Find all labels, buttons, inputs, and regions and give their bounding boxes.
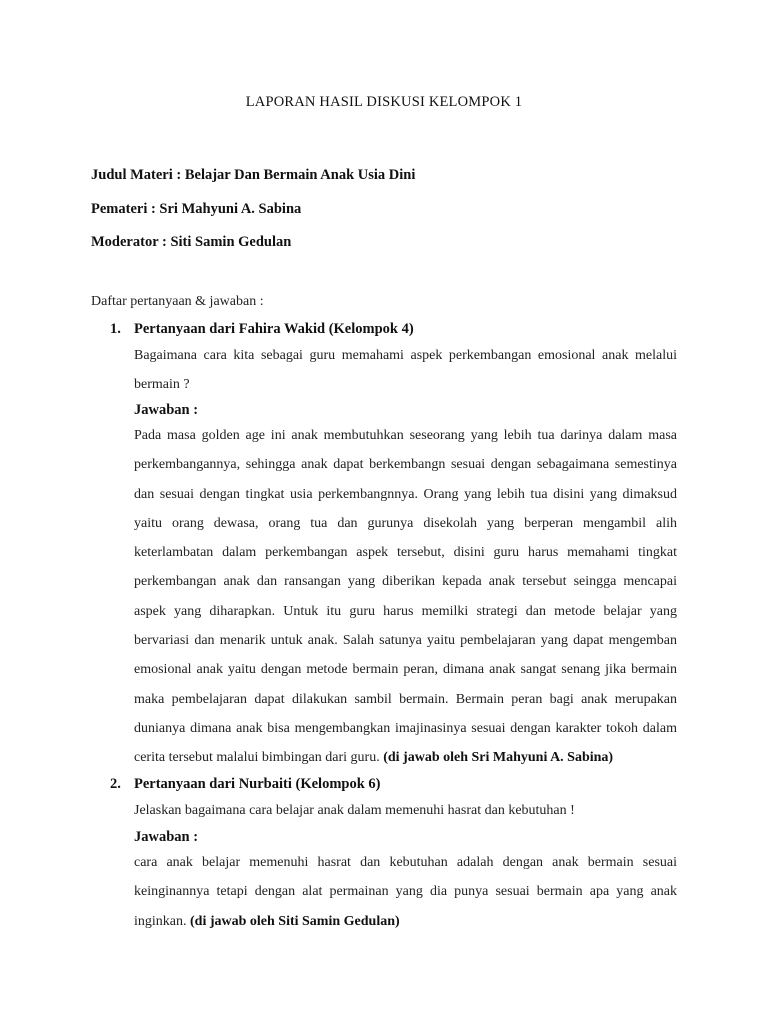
question-1-credit: (di jawab oleh Sri Mahyuni A. Sabina) (383, 750, 614, 766)
question-2-heading: Pertanyaan dari Nurbaiti (Kelompok 6) (134, 776, 381, 792)
question-2-credit: (di jawab oleh Siti Samin Gedulan) (190, 913, 400, 929)
question-2-answer (134, 848, 677, 936)
question-2-text: Jelaskan bagaimana cara belajar anak dalam memenuhi hasrat dan kebutuhan ! (134, 803, 575, 818)
question-1-answer (134, 421, 677, 773)
question-2-number: 2. (110, 776, 121, 792)
page-title: LAPORAN HASIL DISKUSI KELOMPOK 1 (245, 94, 523, 110)
pemateri: Pemateri : Sri Mahyuni A. Sabina (91, 201, 302, 217)
question-1-answer-label: Jawaban : (134, 402, 199, 418)
question-1-heading: Pertanyaan dari Fahira Wakid (Kelompok 4) (134, 321, 414, 337)
question-1-answer-text: Pada masa golden age ini anak membutuhkan seseorang yang lebih tua darinya dalam masa perkembangannya, sehingga anak dapat berkembangn sesuai dengan sebagaimana semestinya dan sesuai dengan tingkat usia perkembangnnya. Orang yang lebih tua disini yang dimaksud yaitu orang dewasa, orang tua dan gurunya disekolah yang berperan mengambil alih keterlambatan dalam perkembangan aspek tersebut, disini guru harus memahami tingkat perkembangan anak dan ransangan yang diberikan kepada anak tersebut seingga mencapai aspek yang diharapkan. Untuk itu guru harus memilki strategi dan metode belajar yang bervariasi dan menarik untuk anak. Salah satunya yaitu pembelajaran yang dapat mengemban emosional anak yaitu dengan metode bermain peran, dimana anak sangat senang jika bermain maka pembelajaran dapat dilakukan sambil bermain. Bermain peran bagi anak merupakan dunianya dimana anak bisa mengembangkan imajinasinya sesuai dengan karakter tokoh dalam cerita tersebut malalui bimbingan dari guru. (134, 428, 677, 766)
moderator: Moderator : Siti Samin Gedulan (91, 234, 292, 250)
question-1-text: Bagaimana cara kita sebagai guru memahami aspek perkembangan emosional anak melalui bermain ? (134, 348, 677, 393)
judul-materi: Judul Materi : Belajar Dan Bermain Anak Usia Dini (91, 167, 416, 183)
question-2-answer-label: Jawaban : (134, 829, 199, 845)
question-1-number: 1. (110, 321, 121, 337)
question-2-answer-text: cara anak belajar memenuhi hasrat dan kebutuhan adalah dengan anak bermain sesuai keinginannya tetapi dengan alat permainan yang dia punya sesuai bermain apa yang anak inginkan. (134, 855, 677, 929)
intro-text: Daftar pertanyaan & jawaban : (91, 294, 264, 309)
